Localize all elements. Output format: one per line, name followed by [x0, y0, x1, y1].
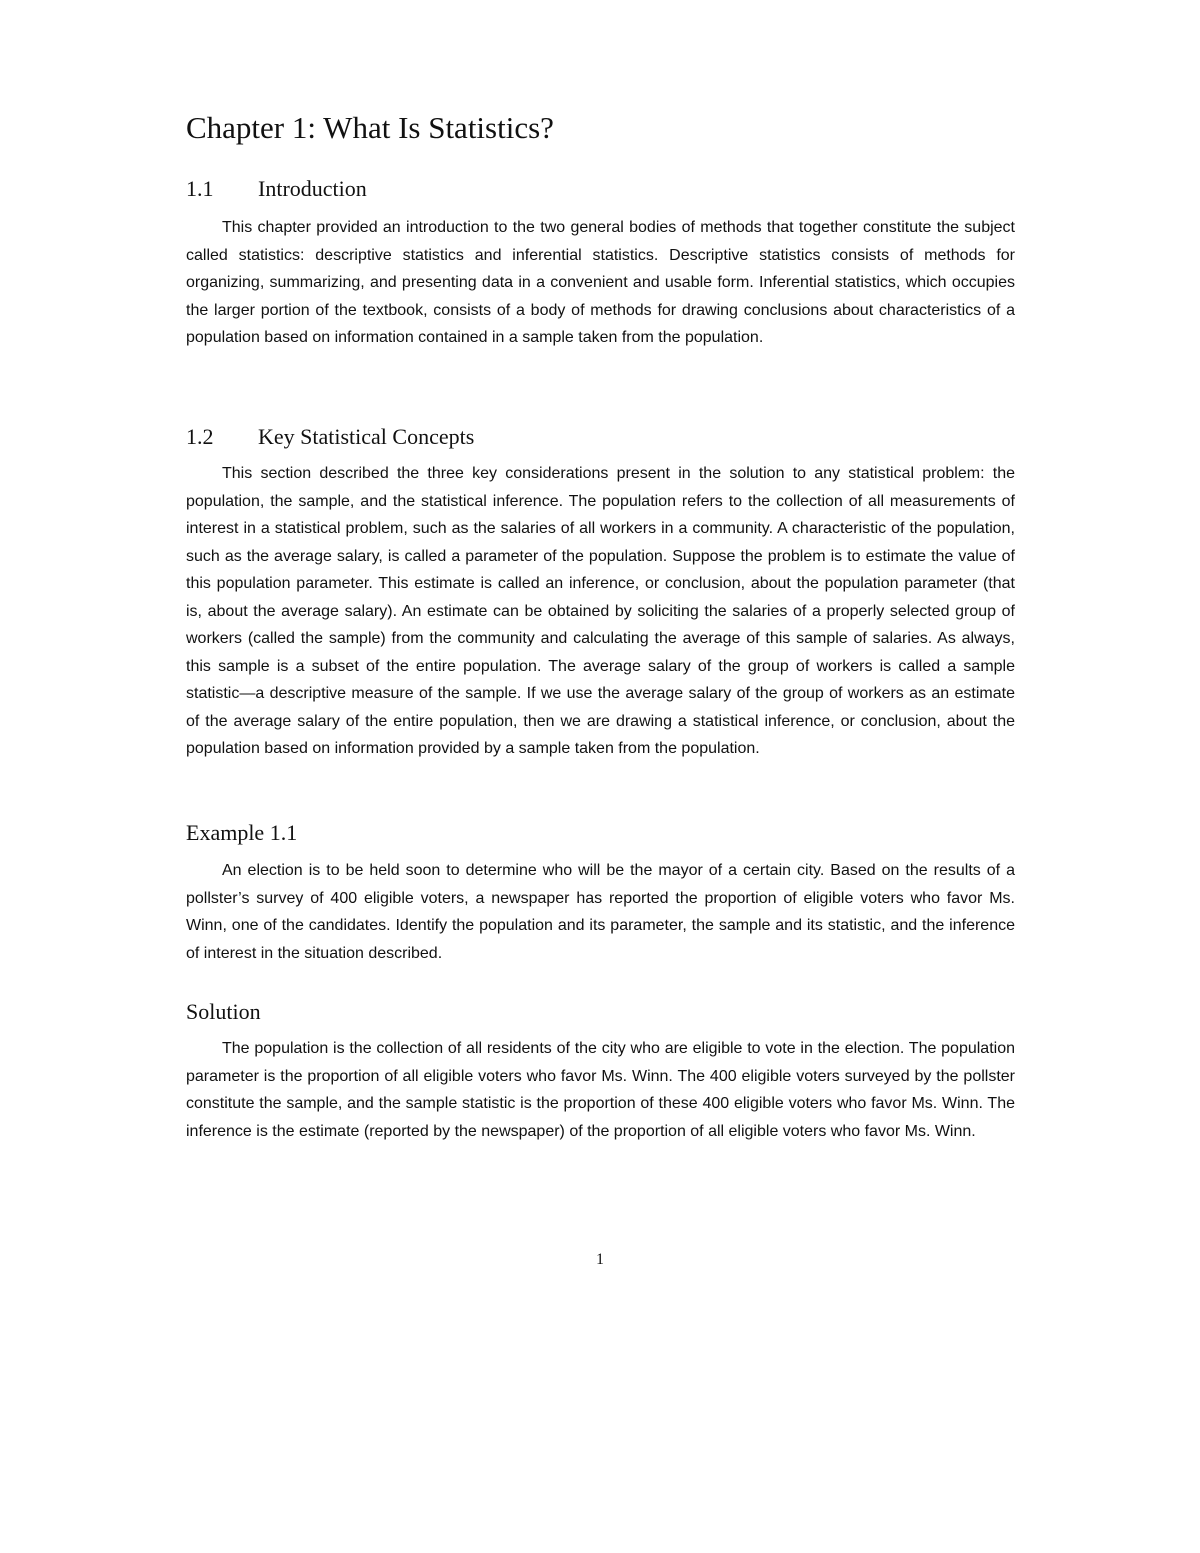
introduction-paragraph: This chapter provided an introduction to the two general bodies of methods that together constitute the subject called statistics: descriptive statistics and inferential statistics. Descriptive statistics consists of methods for organizing, summarizing, and presenting data in a convenient and usable form. Inferential statistics, which occupies the larger portion of the textbook, consists of a body of methods for drawing conclusions about characteristics of a population based on information contained in a sample taken from the population. — [186, 219, 1015, 346]
page-number: 1 — [596, 1251, 604, 1268]
section-number: 1.1 — [186, 176, 214, 201]
section-title: Key Statistical Concepts — [258, 424, 475, 449]
chapter-title: Chapter 1: What Is Statistics? — [186, 110, 554, 145]
section-title: Introduction — [258, 176, 367, 201]
solution-paragraph: The population is the collection of all residents of the city who are eligible to vote in the election. The population parameter is the proportion of all eligible voters who favor Ms. Winn. The 400 eligible voters surveyed by the pollster constitute the sample, and the sample statistic is the proportion of these 400 eligible voters who favor Ms. Winn. The inference is the estimate (reported by the newspaper) of the proportion of all eligible voters who favor Ms. Winn. — [186, 1040, 1015, 1140]
example-paragraph: An election is to be held soon to determine who will be the mayor of a certain city. Based on the results of a pollster’s survey of 400 eligible voters, a newspaper has reported the proportion of eligible voters who favor Ms. Winn, one of the candidates. Identify the population and its parameter, the sample and its statistic, and the inference of interest in the situation described. — [186, 862, 1015, 962]
example-heading: Example 1.1 — [186, 820, 298, 845]
solution-heading: Solution — [186, 999, 261, 1024]
key-concepts-paragraph: This section described the three key considerations present in the solution to any statistical problem: the population, the sample, and the statistical inference. The population refers to the collection of all measurements of interest in a statistical problem, such as the salaries of all workers in a community. A characteristic of the population, such as the average salary, is called a parameter of the population. Suppose the problem is to estimate the value of this population parameter. This estimate is called an inference, or conclusion, about the population parameter (that is, about the average salary). An estimate can be obtained by soliciting the salaries of a properly selected group of workers (called the sample) from the community and calculating the average of this sample of salaries. As always, this sample is a subset of the entire population. The average salary of the group of workers is called a sample statistic—a descriptive measure of the sample. If we use the average salary of the group of workers as an estimate of the average salary of the entire population, then we are drawing a statistical inference, or conclusion, about the population based on information provided by a sample taken from the population. — [186, 465, 1015, 757]
section-number: 1.2 — [186, 424, 214, 449]
section-heading-key-concepts — [186, 423, 474, 451]
section-heading-introduction — [186, 175, 367, 203]
